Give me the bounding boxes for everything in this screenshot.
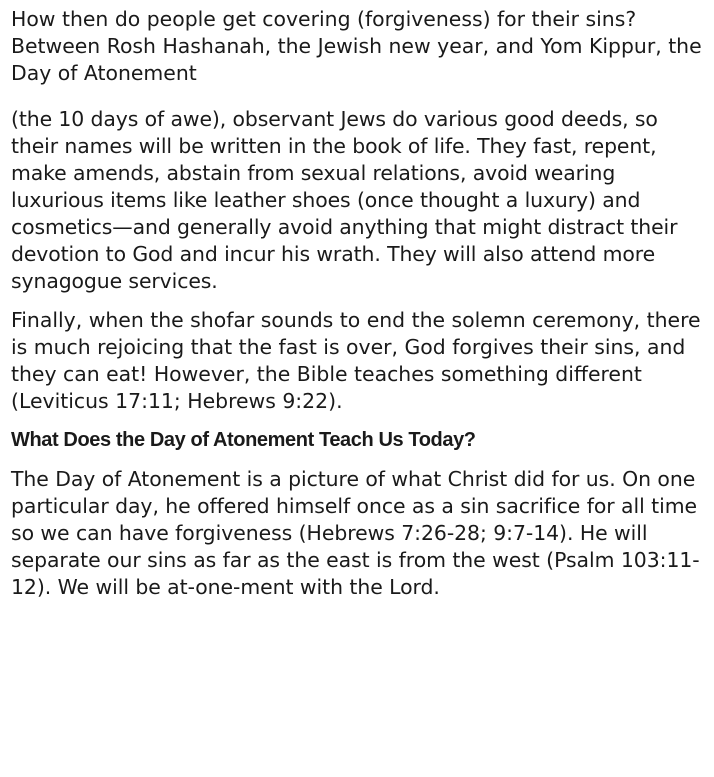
document-body [11, 6, 711, 601]
paragraph-forgiveness-question: How then do people get covering (forgiveness) for their sins? Between Rosh Hashanah, the Jewish new year, and Yom Kippur, the Day of Atonement [11, 7, 702, 85]
paragraph-days-of-awe: (the 10 days of awe), observant Jews do various good deeds, so their names will be written in the book of life. They fast, repent, make amends, abstain from sexual relations, avoid wearing luxurious items like leather shoes (once thought a luxury) and cosmetics—and generally avoid anything that might distract their devotion to God and incur his wrath. They will also attend more synagogue services. [11, 107, 678, 293]
paragraph-christ-atonement: The Day of Atonement is a picture of what Christ did for us. On one particular day, he offered himself once as a sin sacrifice for all time so we can have forgiveness (Hebrews 7:26-28; 9:7-14). He will separate our sins as far as the east is from the west (Psalm 103:11-12). We will be at-one-ment with the Lord. [11, 467, 700, 599]
section-heading: What Does the Day of Atonement Teach Us Today? [11, 429, 476, 451]
paragraph-shofar: Finally, when the shofar sounds to end the solemn ceremony, there is much rejoicing that the fast is over, God forgives their sins, and they can eat! However, the Bible teaches something different (Leviticus 17:11; Hebrews 9:22). [11, 308, 701, 413]
